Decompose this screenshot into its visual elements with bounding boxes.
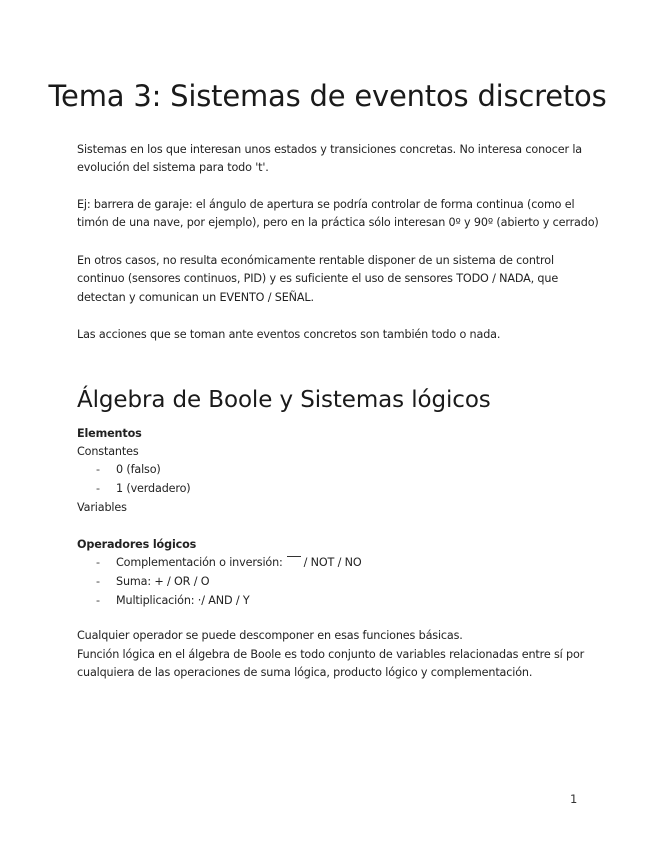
list-bullet: - [96, 575, 101, 588]
list-item: Multiplicación: ·/ AND / Y [116, 594, 250, 607]
section-heading: Álgebra de Boole y Sistemas lógicos [77, 387, 491, 413]
operator-label: Complementación o inversión: [116, 556, 283, 569]
paragraph-line: continuo (sensores continuos, PID) y es suficiente el uso de sensores TODO / NADA, que [77, 272, 559, 285]
paragraph-line: Sistemas en los que interesan unos estados y transiciones concretas. No interesa conocer la [77, 143, 582, 156]
list-item [116, 554, 362, 572]
page-title: Tema 3: Sistemas de eventos discretos [48, 79, 607, 113]
operator-aliases: / NOT / NO [303, 556, 362, 569]
variables-label: Variables [77, 501, 127, 514]
list-bullet: - [96, 463, 101, 476]
paragraph-line: Las acciones que se toman ante eventos concretos son también todo o nada. [77, 328, 501, 341]
list-bullet: - [96, 482, 101, 495]
elementos-heading: Elementos [77, 427, 142, 440]
list-bullet: - [96, 594, 101, 607]
paragraph-line: En otros casos, no resulta económicamente rentable disponer de un sistema de control [77, 254, 554, 267]
list-item: Suma: + / OR / O [116, 575, 210, 588]
operadores-heading: Operadores lógicos [77, 538, 197, 551]
overline-icon [287, 556, 301, 557]
page-number: 1 [570, 792, 578, 806]
paragraph-line: evolución del sistema para todo 't'. [77, 161, 269, 174]
paragraph-line: Cualquier operador se puede descomponer en esas funciones básicas. [77, 629, 463, 642]
list-item: 0 (falso) [116, 463, 161, 476]
list-item: 1 (verdadero) [116, 482, 191, 495]
paragraph-line: cualquiera de las operaciones de suma lógica, producto lógico y complementación. [77, 666, 533, 679]
paragraph-line: timón de una nave, por ejemplo), pero en la práctica sólo interesan 0º y 90º (abierto y cerrado) [77, 216, 599, 229]
paragraph-line: Función lógica en el álgebra de Boole es todo conjunto de variables relacionadas entre sí por [77, 648, 585, 661]
paragraph-line: Ej: barrera de garaje: el ángulo de apertura se podría controlar de forma continua (como el [77, 198, 575, 211]
constantes-label: Constantes [77, 445, 139, 458]
paragraph-line: detectan y comunican un EVENTO / SEÑAL. [77, 291, 314, 304]
list-bullet: - [96, 556, 101, 569]
